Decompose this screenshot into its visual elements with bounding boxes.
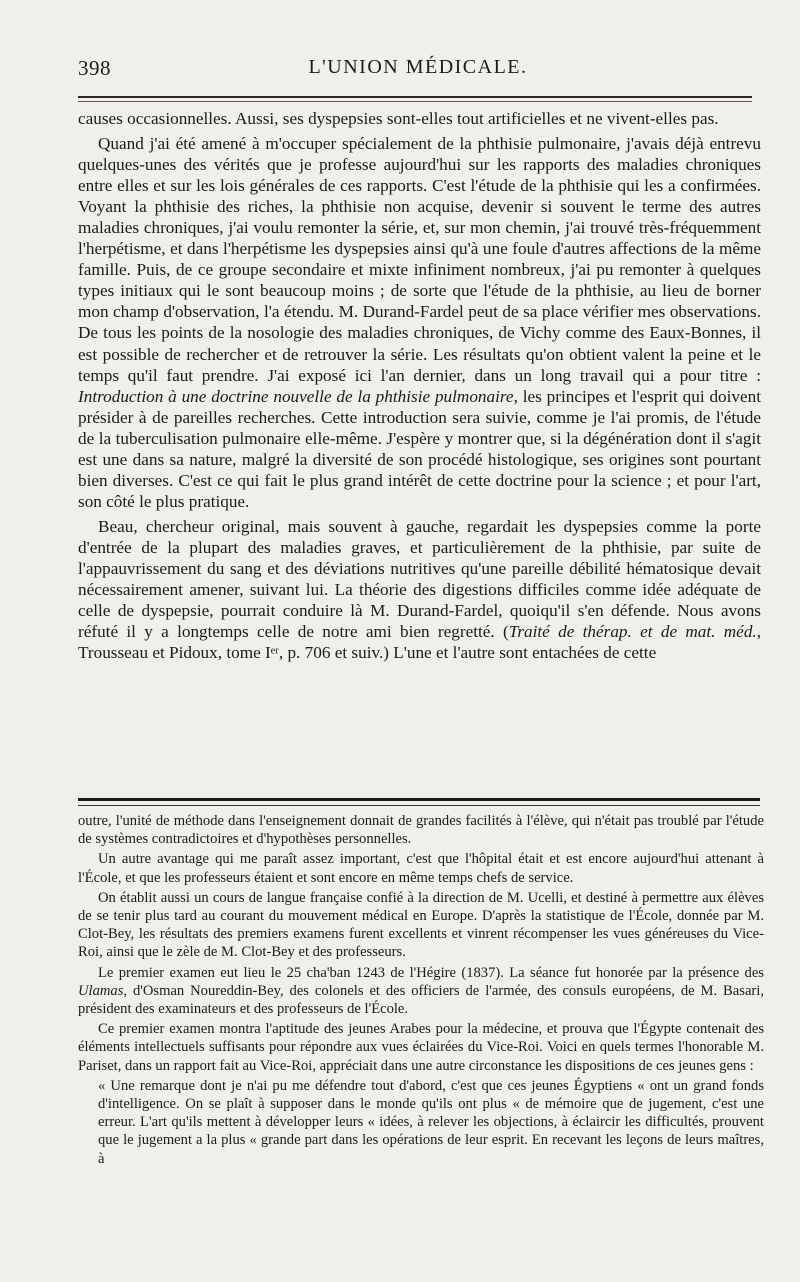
note-paragraph (78, 964, 764, 1019)
page-number: 398 (78, 56, 111, 80)
paragraph-text: , les principes et l'esprit qui doivent présider à de pareilles recherches. Cette introduction sera suivie, comme je l'ai promis, de l'étude de la tuberculisation pulmonaire elle-même. J'espère y montrer que, si la dégénération dont il s'agit est une dans sa nature, malgré la diversité de son procédé histologique, ses origines sont pourtant bien diverses. C'est ce qui fait le plus grand intérêt de cette doctrine pour la science ; et pour l'art, son côté le plus pratique. (78, 386, 762, 511)
note-text: Le premier examen eut lieu le 25 cha'ban 1243 de l'Hégire (1837). La séance fut honorée par la présence des (98, 964, 764, 981)
note-paragraph: outre, l'unité de méthode dans l'enseignement donnait de grandes facilités à l'élève, qui n'était pas troublé par l'étude de systèmes contradictoires et d'hypothèses personnelles. (78, 813, 764, 848)
feuilleton-text (78, 812, 764, 1168)
quotation: « Une remarque dont je n'ai pu me défendre tout d'abord, c'est que ces jeunes Égyptiens « ont un grand fonds d'intelligence. On se plaît à supposer dans le monde qu'ils ont plus « de mémoire que de jugement, c'est une erreur. L'art qu'ils mettent à développer leurs « idées, à relever les objections, à éclaircir les difficultés, prouvent que le jugement a la plus « grande part dans les opérations de leur esprit. En recevant les leçons de leurs maîtres, à (98, 1077, 764, 1167)
paragraph-text: Beau, chercheur original, mais souvent à gauche, regardait les dyspepsies comme la porte d'entrée de la plupart des maladies graves, et particulièrement de la phthisie, par suite de l'appauvrissement du sang et des déviations nutritives qu'une pareille débilité hématosique devait nécessairement amener, suivant lui. La théorie des digestions difficiles comme idée adéquate de celle de dyspepsie, pourrait conduire là M. Durand-Fardel, quoiqu'il s'en défende. Nous avons réfuté il y a longtemps celle de notre ami bien regretté. ( (78, 516, 761, 642)
book-title: Introduction à une doctrine nouvelle de la phthisie pulmonaire (78, 386, 514, 406)
paragraph: causes occasionnelles. Aussi, ses dyspepsies sont-elles tout artificielles et ne vivent-elles pas. (78, 109, 719, 128)
paragraph (78, 133, 761, 512)
note-paragraph: On établit aussi un cours de langue française confié à la direction de M. Ucelli, et destiné à permettre aux élèves de se tenir plus tard au courant du mouvement médical en Europe. D'après la statistique de l'École, donnée par M. Clot-Bey, les résultats des premiers examens furent excellents et vinrent récompenser les vues généreuses du Vice-Roi, ainsi que le zèle de M. Clot-Bey et des professeurs. (78, 889, 764, 961)
footnote-rule-thin (78, 805, 760, 806)
footnote-rule (78, 798, 760, 801)
paragraph-text: Quand j'ai été amené à m'occuper spécialement de la phthisie pulmonaire, j'avais déjà entrevu quelques-unes des vérités que je professe aujourd'hui sur les rapports des maladies chroniques entre elles et sur les lois générales de ces rapports. C'est l'étude de la phthisie qui les a confirmées. Voyant la phthisie des riches, la phthisie non acquise, devenir si souvent le terme des autres maladies chroniques, j'ai voulu remonter la série, et, sur mon chemin, j'ai trouvé très-fréquemment l'herpétisme, et dans l'herpétisme les dyspepsies ainsi qu'à une foule d'autres affections de la même famille. Puis, de ce groupe secondaire et mixte infiniment nombreux, j'ai pu remonter à quelques types initiaux qui le sont beaucoup moins ; de sorte que l'étude de la phthisie, au lieu de borner mon champ d'observation, l'a étendu. M. Durand-Fardel peut de sa place vérifier mes observations. De tous les points de la nosologie des maladies chroniques, de Vichy comme des Eaux-Bonnes, il est possible de rechercher et de retrouver la série. Les résultats qu'on obtient valent la peine et le temps qu'il faut prendre. J'ai exposé ici l'an dernier, dans un long travail qui a pour titre : (78, 134, 761, 385)
header-rule-thin (78, 101, 752, 102)
page-header (78, 56, 758, 84)
running-title: L'UNION MÉDICALE. (308, 56, 528, 78)
main-text (78, 108, 761, 663)
italic-term: Ulamas (78, 982, 124, 999)
note-paragraph: Un autre avantage qui me paraît assez important, c'est que l'hôpital était et est encore aujourd'hui attenant à l'École, et que les professeurs étaient et sont encore en même temps chefs de service. (78, 851, 764, 886)
note-paragraph: Ce premier examen montra l'aptitude des jeunes Arabes pour la médecine, et prouva que l'Égypte contenait des éléments intellectuels suffisants pour répondre aux vues éclairées du Vice-Roi. Voici en quels termes l'honorable M. Pariset, dans un rapport fait au Vice-Roi, appréciait dans une autre circonstance les dispositions de ces jeunes gens : (78, 1021, 764, 1074)
reference-title: Traité de thérap. et de mat. méd. (508, 622, 757, 642)
note-text: , d'Osman Noureddin-Bey, des colonels et des officiers de l'armée, des consuls européens, de M. Basari, président des examinateurs et des professeurs de l'École. (78, 982, 764, 1018)
paragraph (78, 516, 761, 663)
paragraph-text: , Trousseau et Pidoux, tome Iᵉʳ, p. 706 et suiv.) L'une et l'autre sont entachées de cette (78, 622, 762, 663)
header-rule (78, 96, 752, 98)
